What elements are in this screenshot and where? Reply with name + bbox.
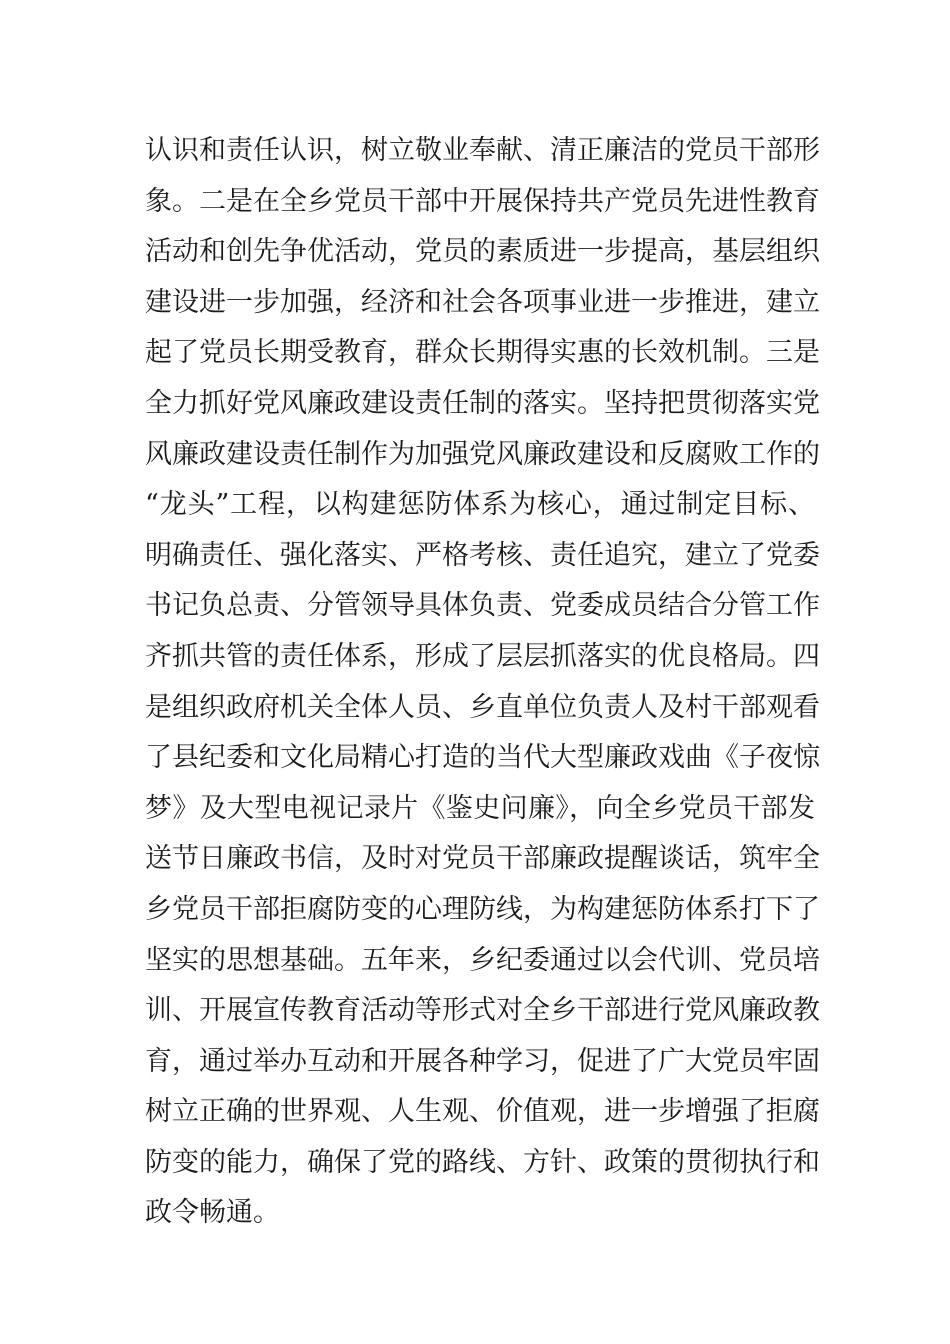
text-line: 了县纪委和文化局精心打造的当代大型廉政戏曲《子夜惊 — [145, 742, 820, 774]
text-line: 是组织政府机关全体人员、乡直单位负责人及村干部观看 — [145, 691, 820, 723]
text-line: 认识和责任认识，树立敬业奉献、清正廉洁的党员干部形 — [145, 135, 820, 166]
text-line: 起了党员长期受教育，群众长期得实惠的长效机制。三是 — [145, 337, 820, 369]
text-line: 建设进一步加强，经济和社会各项事业进一步推进，建立 — [145, 286, 820, 318]
text-line: 训、开展宣传教育活动等形式对全乡干部进行党风廉政教 — [145, 995, 820, 1027]
body-paragraph — [145, 126, 820, 1239]
text-line: 坚实的思想基础。五年来，乡纪委通过以会代训、党员培 — [145, 944, 820, 976]
text-line: 乡党员干部拒腐防变的心理防线，为构建惩防体系打下了 — [145, 893, 820, 925]
text-line: 育，通过举办互动和开展各种学习，促进了广大党员牢固 — [145, 1045, 820, 1077]
text-line: 送节日廉政书信，及时对党员干部廉政提醒谈话，筑牢全 — [145, 843, 820, 875]
text-line: “龙头”工程，以构建惩防体系为核心，通过制定目标、 — [145, 489, 815, 521]
text-line: 防变的能力，确保了党的路线、方针、政策的贯彻执行和 — [145, 1146, 820, 1178]
text-line: 梦》及大型电视记录片《鉴史问廉》，向全乡党员干部发 — [145, 792, 815, 824]
text-line: 齐抓共管的责任体系，形成了层层抓落实的优良格局。四 — [145, 640, 820, 672]
text-line: 书记负总责、分管领导具体负责、党委成员结合分管工作 — [145, 590, 820, 622]
text-line: 全力抓好党风廉政建设责任制的落实。坚持把贯彻落实党 — [145, 387, 820, 419]
text-line: 政令畅通。 — [145, 1197, 280, 1229]
text-line: 象。二是在全乡党员干部中开展保持共产党员先进性教育 — [145, 185, 820, 217]
text-line: 风廉政建设责任制作为加强党风廉政建设和反腐败工作的 — [145, 438, 820, 470]
text-line: 活动和创先争优活动，党员的素质进一步提高，基层组织 — [145, 236, 820, 268]
text-line: 树立正确的世界观、人生观、价值观，进一步增强了拒腐 — [145, 1096, 820, 1128]
text-line: 明确责任、强化落实、严格考核、责任追究，建立了党委 — [145, 539, 820, 571]
